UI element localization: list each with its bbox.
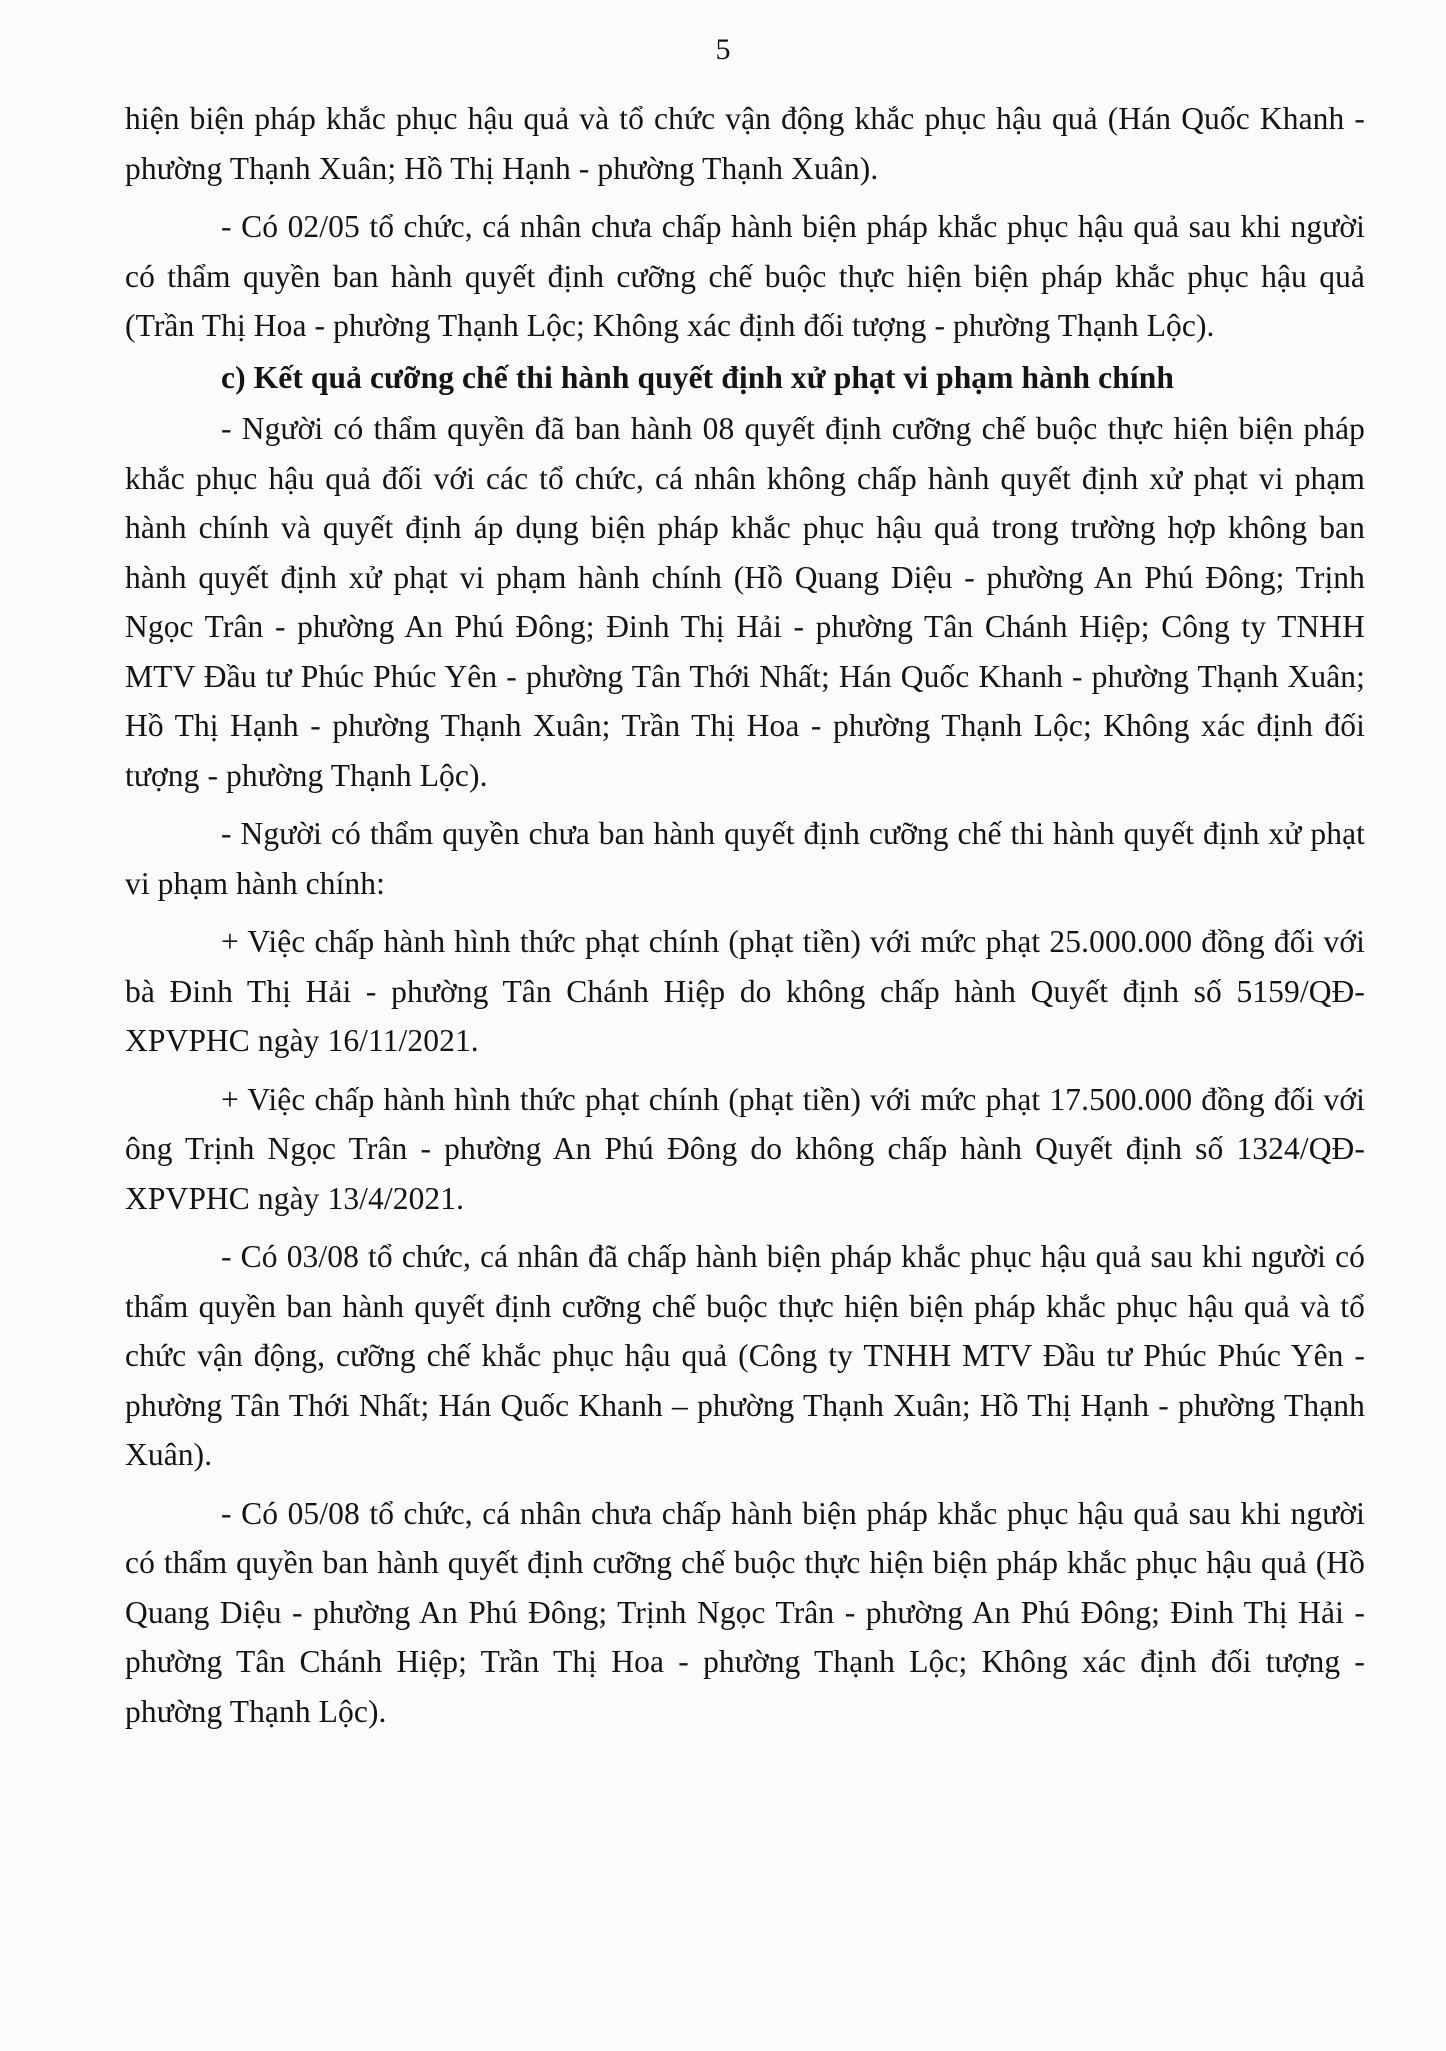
paragraph-continuation: hiện biện pháp khắc phục hậu quả và tổ chức vận động khắc phục hậu quả (Hán Quốc Khanh - phường Thạnh Xuân; Hồ Thị Hạnh - phường Thạnh Xuân). [125,101,1365,186]
paragraph-executed-03-08: - Có 03/08 tổ chức, cá nhân đã chấp hành biện pháp khắc phục hậu quả sau khi người có thẩm quyền ban hành quyết định cưỡng chế buộc thực hiện biện pháp khắc phục hậu quả và tổ chức vận động, cưỡng chế khắc phục hậu quả (Công ty TNHH MTV Đầu tư Phúc Phúc Yên - phường Tân Thới Nhất; Hán Quốc Khanh – phường Thạnh Xuân; Hồ Thị Hạnh - phường Thạnh Xuân). [125,1239,1365,1472]
paragraph-fine-dinh-thi-hai: + Việc chấp hành hình thức phạt chính (phạt tiền) với mức phạt 25.000.000 đồng đối với bà Đinh Thị Hải - phường Tân Chánh Hiệp do không chấp hành Quyết định số 5159/QĐ-XPVPHC ngày 16/11/2021. [125,924,1365,1058]
paragraph-issued-decisions: - Người có thẩm quyền đã ban hành 08 quyết định cưỡng chế buộc thực hiện biện pháp khắc phục hậu quả đối với các tổ chức, cá nhân không chấp hành quyết định xử phạt vi phạm hành chính và quyết định áp dụng biện pháp khắc phục hậu quả trong trường hợp không ban hành quyết định xử phạt vi phạm hành chính (Hồ Quang Diệu - phường An Phú Đông; Trịnh Ngọc Trân - phường An Phú Đông; Đinh Thị Hải - phường Tân Chánh Hiệp; Công ty TNHH MTV Đầu tư Phúc Phúc Yên - phường Tân Thới Nhất; Hán Quốc Khanh - phường Thạnh Xuân; Hồ Thị Hạnh - phường Thạnh Xuân; Trần Thị Hoa - phường Thạnh Lộc; Không xác định đối tượng - phường Thạnh Lộc). [125,411,1365,793]
paragraph-unexecuted-05-08: - Có 05/08 tổ chức, cá nhân chưa chấp hành biện pháp khắc phục hậu quả sau khi người có thẩm quyền ban hành quyết định cưỡng chế buộc thực hiện biện pháp khắc phục hậu quả (Hồ Quang Diệu - phường An Phú Đông; Trịnh Ngọc Trân - phường An Phú Đông; Đinh Thị Hải - phường Tân Chánh Hiệp; Trần Thị Hoa - phường Thạnh Lộc; Không xác định đối tượng - phường Thạnh Lộc). [125,1495,1365,1729]
paragraph-fine-trinh-ngoc-tran: + Việc chấp hành hình thức phạt chính (phạt tiền) với mức phạt 17.500.000 đồng đối với ông Trịnh Ngọc Trân - phường An Phú Đông do không chấp hành Quyết định số 1324/QĐ-XPVPHC ngày 13/4/2021. [125,1081,1365,1216]
paragraph-unexecuted-remedies: - Có 02/05 tổ chức, cá nhân chưa chấp hành biện pháp khắc phục hậu quả sau khi người có thẩm quyền ban hành quyết định cưỡng chế buộc thực hiện biện pháp khắc phục hậu quả (Trần Thị Hoa - phường Thạnh Lộc; Không xác định đối tượng - phường Thạnh Lộc). [125,209,1365,343]
document-body [125,94,1365,1736]
paragraph-not-issued-decisions: - Người có thẩm quyền chưa ban hành quyết định cưỡng chế thi hành quyết định xử phạt vi phạm hành chính: [125,816,1365,901]
page-number: 5 [715,33,731,66]
section-heading-c: c) Kết quả cưỡng chế thi hành quyết định xử phạt vi phạm hành chính [221,359,1174,395]
